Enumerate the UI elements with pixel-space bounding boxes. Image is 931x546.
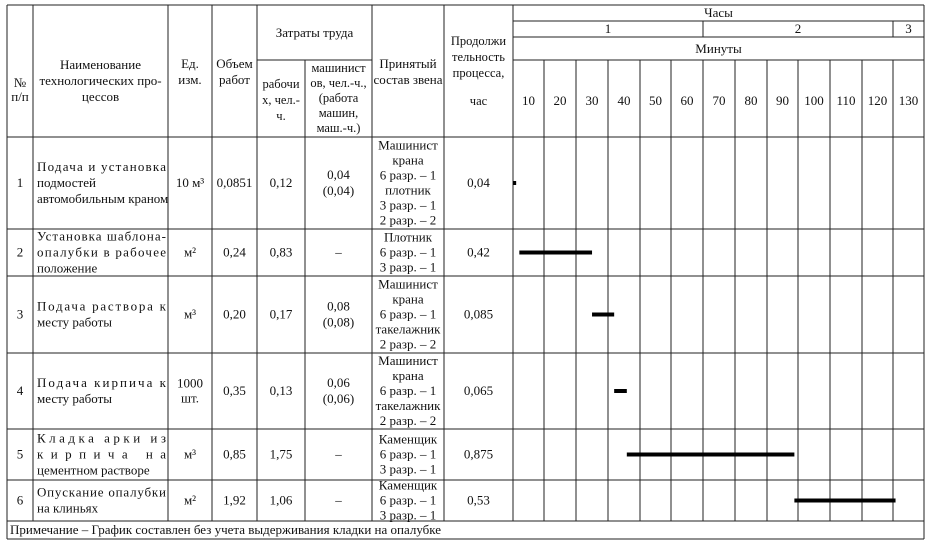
row-duration: 0,53 [467,492,490,508]
minute-tick: 30 [585,93,599,108]
row-crew: такелажник [375,321,441,337]
row-crew: Машинист [378,137,438,153]
row-crew: 2 разр. – 2 [379,212,437,228]
row-unit: шт. [181,390,199,406]
header-duration: процесса, [452,66,505,80]
gantt-bar-row-4 [614,389,627,393]
row-crew: такелажник [375,398,441,413]
row-workers: 1,75 [269,446,293,462]
gantt-bar-row-3 [592,313,614,317]
row-duration: 0,065 [463,383,494,398]
row-machinists: – [335,244,342,260]
row-crew: 6 разр. – 1 [379,383,437,398]
header-num: № [13,75,27,90]
row-name: Подача кирпича к [37,375,166,390]
table-text [10,5,918,537]
row-crew: 6 разр. – 1 [379,306,437,322]
row-name: Подача раствора к [37,298,166,314]
gantt-bar-row-2 [519,251,592,255]
hour-number: 3 [905,21,912,36]
row-name: месту работы [37,391,112,406]
minute-tick: 120 [867,93,888,108]
gantt-bar-row-5 [627,453,795,457]
row-crew: 2 разр. – 2 [379,336,437,352]
header-name: технологических про- [39,73,162,88]
header-volume: работ [219,72,250,87]
minute-tick: 130 [898,93,919,108]
minute-tick: 70 [712,93,726,108]
row-name: Кладка арки из [37,430,166,446]
header-labor: Затраты труда [275,25,354,40]
row-number: 5 [16,446,24,462]
row-unit: 1000 [177,375,203,391]
header-volume: Объем [216,56,253,71]
header-machinists: ов, чел.-ч., [310,76,367,90]
header-minutes-label: Минуты [695,41,742,56]
row-name: Установка шаблона- [37,228,166,244]
row-number: 3 [16,306,24,322]
row-crew: Машинист [378,353,438,368]
row-number: 6 [16,492,24,508]
row-unit: 10 м³ [175,175,205,190]
row-duration: 0,085 [463,306,494,322]
header-unit: Ед. [181,56,199,71]
row-name: опалубки в рабочее [37,244,166,260]
row-crew: 3 разр. – 1 [379,461,437,477]
row-machinists: 0,08 [327,298,350,314]
row-duration: 0,04 [467,175,490,190]
header-crew: состав звена [373,72,443,87]
row-crew: плотник [385,182,431,198]
row-number: 2 [16,244,24,260]
row-crew: 6 разр. – 1 [379,167,437,183]
row-crew: 3 разр. – 1 [379,197,437,213]
row-volume: 0,24 [223,244,246,260]
row-workers: 0,12 [269,175,293,190]
header-hours-label: Часы [704,5,733,20]
header-machinists: (работа [318,91,359,105]
row-crew: 6 разр. – 1 [379,244,437,260]
minute-tick: 100 [804,93,824,108]
row-workers: 0,17 [269,306,293,322]
row-crew: 3 разр. – 1 [379,507,437,523]
row-duration: 0,875 [463,446,494,462]
header-name: цессов [81,89,120,104]
row-volume: 0,85 [223,446,246,462]
row-crew: Каменщик [378,477,438,493]
row-number: 4 [16,383,24,398]
row-crew: крана [392,291,424,307]
hour-number: 1 [604,21,612,36]
header-machinists: машин, [318,106,359,120]
row-volume: 0,20 [223,306,246,322]
header-num: п/п [11,89,29,104]
row-machinists: 0,04 [327,167,350,182]
row-workers: 0,13 [269,383,293,398]
row-crew: 6 разр. – 1 [379,446,437,462]
minute-tick: 50 [649,93,662,108]
row-crew: крана [392,152,424,168]
row-name: Опускание опалубки [37,484,166,500]
row-crew: крана [392,368,424,383]
minute-tick: 10 [522,93,535,108]
minute-tick: 60 [680,93,694,108]
row-unit: м³ [183,446,197,462]
header-duration: Продолжи [450,34,507,48]
row-name: автомобильным краном [37,191,169,206]
minute-tick: 110 [836,93,856,108]
gantt-bar-row-6 [794,499,895,503]
row-name: кирпича на [37,446,166,462]
row-machinists: – [335,492,342,508]
gantt-bar-row-1 [513,181,516,185]
minute-tick: 80 [744,93,758,108]
row-machinists: (0,06) [322,391,355,406]
header-machinists: машинист [311,61,366,75]
row-machinists: (0,04) [322,183,355,198]
row-name: на клиньях [37,500,99,516]
minute-tick: 40 [617,93,631,108]
row-duration: 0,42 [467,244,490,260]
header-duration: тельность [452,50,505,64]
row-crew: Машинист [378,276,438,292]
header-duration-unit: час [469,94,488,108]
header-unit: изм. [178,72,202,87]
row-name: месту работы [37,314,112,330]
row-number: 1 [16,175,24,190]
row-volume: 0,35 [223,383,246,398]
row-unit: м² [183,492,197,508]
row-name: Подача и установка [37,159,166,174]
row-machinists: – [335,446,342,462]
footnote: Примечание – График составлен без учета выдерживания кладки на опалубке [10,522,442,537]
row-name: цементном растворе [37,462,150,478]
minute-tick: 20 [553,93,567,108]
row-workers: 1,06 [269,492,293,508]
header-machinists: маш.-ч.) [316,121,361,135]
row-crew: Каменщик [378,431,438,447]
header-name: Наименование [60,57,141,72]
row-machinists: (0,08) [322,314,355,330]
row-machinists: 0,06 [327,375,350,390]
header-workers: х, чел.- [262,93,300,107]
row-crew: 3 разр. – 1 [379,259,437,275]
header-workers: ч. [276,109,286,123]
row-volume: 0,0851 [216,175,253,190]
hour-number: 2 [794,21,802,36]
row-volume: 1,92 [223,492,246,508]
row-name: подмостей [37,175,96,190]
row-workers: 0,83 [269,244,293,260]
row-crew: Плотник [383,229,433,245]
row-crew: 2 разр. – 2 [379,413,437,428]
row-unit: м³ [183,306,197,322]
header-crew: Принятый [379,56,437,71]
minute-tick: 90 [776,93,789,108]
header-workers: рабочи [262,77,300,91]
row-unit: м² [183,244,197,260]
row-crew: 6 разр. – 1 [379,492,437,508]
row-name: положение [37,260,98,276]
